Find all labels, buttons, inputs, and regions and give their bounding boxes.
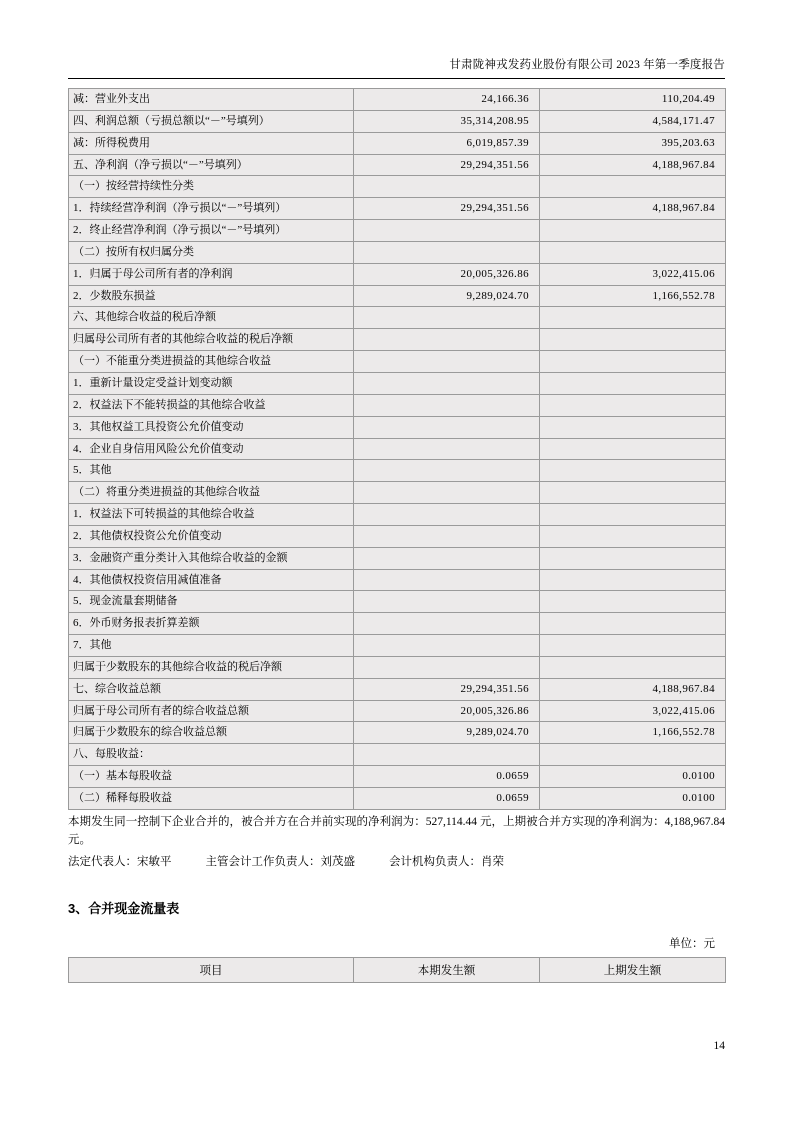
cashflow-statement-table <box>68 957 726 983</box>
row-current-amount <box>354 547 540 569</box>
row-label: 2．终止经营净利润（净亏损以“－”号填列） <box>69 220 354 242</box>
row-previous-amount <box>540 329 726 351</box>
table-row <box>69 591 726 613</box>
column-header-item: 项目 <box>69 957 354 982</box>
row-current-amount <box>354 591 540 613</box>
row-label: 七、综合收益总额 <box>69 678 354 700</box>
row-current-amount: 29,294,351.56 <box>354 154 540 176</box>
row-previous-amount: 395,203.63 <box>540 132 726 154</box>
row-label: （二）按所有权归属分类 <box>69 241 354 263</box>
row-label: 归属于母公司所有者的综合收益总额 <box>69 700 354 722</box>
row-previous-amount <box>540 591 726 613</box>
table-row <box>69 744 726 766</box>
row-current-amount <box>354 394 540 416</box>
row-current-amount <box>354 372 540 394</box>
row-current-amount <box>354 329 540 351</box>
table-row <box>69 176 726 198</box>
table-row <box>69 329 726 351</box>
row-current-amount: 29,294,351.56 <box>354 198 540 220</box>
row-current-amount: 6,019,857.39 <box>354 132 540 154</box>
row-label: 2．少数股东损益 <box>69 285 354 307</box>
row-previous-amount <box>540 241 726 263</box>
row-current-amount <box>354 307 540 329</box>
column-header-current: 本期发生额 <box>354 957 540 982</box>
row-current-amount <box>354 482 540 504</box>
table-row <box>69 613 726 635</box>
row-label: 四、利润总额（亏损总额以“－”号填列） <box>69 110 354 132</box>
table-row <box>69 525 726 547</box>
table-row <box>69 154 726 176</box>
column-header-previous: 上期发生额 <box>540 957 726 982</box>
row-current-amount <box>354 416 540 438</box>
row-label: 2．权益法下不能转损益的其他综合收益 <box>69 394 354 416</box>
row-previous-amount <box>540 504 726 526</box>
table-row <box>69 132 726 154</box>
row-label: 1．归属于母公司所有者的净利润 <box>69 263 354 285</box>
table-row <box>69 700 726 722</box>
page-number: 14 <box>713 1040 725 1052</box>
row-previous-amount: 1,166,552.78 <box>540 285 726 307</box>
row-previous-amount: 0.0100 <box>540 766 726 788</box>
table-row <box>69 460 726 482</box>
header-divider <box>68 78 725 79</box>
row-previous-amount <box>540 460 726 482</box>
row-label: 7．其他 <box>69 635 354 657</box>
row-current-amount <box>354 525 540 547</box>
table-row <box>69 198 726 220</box>
row-label: 归属于少数股东的其他综合收益的税后净额 <box>69 656 354 678</box>
row-current-amount: 35,314,208.95 <box>354 110 540 132</box>
table-row <box>69 635 726 657</box>
row-previous-amount <box>540 394 726 416</box>
row-label: 3．金融资产重分类计入其他综合收益的金额 <box>69 547 354 569</box>
accounting-org-label: 会计机构负责人： <box>389 856 481 869</box>
row-previous-amount: 3,022,415.06 <box>540 263 726 285</box>
row-previous-amount <box>540 176 726 198</box>
row-label: 2．其他债权投资公允价值变动 <box>69 525 354 547</box>
row-current-amount <box>354 176 540 198</box>
accounting-head-name: 刘茂盛 <box>320 856 355 869</box>
page-header: 甘肃陇神戎发药业股份有限公司 2023 年第一季度报告 <box>449 59 725 71</box>
row-current-amount: 20,005,326.86 <box>354 700 540 722</box>
row-label: 1．重新计量设定受益计划变动额 <box>69 372 354 394</box>
row-current-amount: 20,005,326.86 <box>354 263 540 285</box>
row-current-amount <box>354 460 540 482</box>
row-label: （一）不能重分类进损益的其他综合收益 <box>69 351 354 373</box>
accounting-head-label: 主管会计工作负责人： <box>205 856 321 869</box>
table-row <box>69 372 726 394</box>
row-previous-amount <box>540 569 726 591</box>
row-previous-amount <box>540 372 726 394</box>
row-previous-amount <box>540 547 726 569</box>
accounting-org-name: 肖荣 <box>481 856 504 869</box>
row-previous-amount <box>540 438 726 460</box>
row-previous-amount <box>540 482 726 504</box>
table-row <box>69 788 726 810</box>
row-label: （一）按经营持续性分类 <box>69 176 354 198</box>
row-previous-amount: 4,584,171.47 <box>540 110 726 132</box>
row-label: 6．外币财务报表折算差额 <box>69 613 354 635</box>
row-label: 1．持续经营净利润（净亏损以“－”号填列） <box>69 198 354 220</box>
legal-rep-label: 法定代表人： <box>68 856 137 869</box>
row-previous-amount <box>540 635 726 657</box>
row-previous-amount: 110,204.49 <box>540 89 726 111</box>
row-current-amount: 0.0659 <box>354 788 540 810</box>
row-current-amount: 9,289,024.70 <box>354 285 540 307</box>
table-row <box>69 722 726 744</box>
row-label: 5．其他 <box>69 460 354 482</box>
row-current-amount <box>354 744 540 766</box>
row-previous-amount: 3,022,415.06 <box>540 700 726 722</box>
income-statement-table <box>68 88 726 810</box>
row-current-amount <box>354 569 540 591</box>
page-content <box>68 88 725 983</box>
row-previous-amount: 0.0100 <box>540 788 726 810</box>
row-label: 3．其他权益工具投资公允价值变动 <box>69 416 354 438</box>
table-row <box>69 547 726 569</box>
unit-label: 单位：元 <box>669 937 715 950</box>
table-row <box>69 766 726 788</box>
row-current-amount <box>354 220 540 242</box>
table-row <box>69 263 726 285</box>
row-previous-amount: 4,188,967.84 <box>540 198 726 220</box>
row-current-amount <box>354 351 540 373</box>
row-label: 4．企业自身信用风险公允价值变动 <box>69 438 354 460</box>
row-current-amount <box>354 504 540 526</box>
row-label: 5．现金流量套期储备 <box>69 591 354 613</box>
section-title-cashflow: 3、合并现金流量表 <box>68 900 180 916</box>
row-current-amount <box>354 438 540 460</box>
row-previous-amount <box>540 525 726 547</box>
row-previous-amount <box>540 613 726 635</box>
table-row <box>69 307 726 329</box>
row-previous-amount <box>540 656 726 678</box>
row-previous-amount: 4,188,967.84 <box>540 678 726 700</box>
row-label: 六、其他综合收益的税后净额 <box>69 307 354 329</box>
row-previous-amount <box>540 744 726 766</box>
row-label: （二）稀释每股收益 <box>69 788 354 810</box>
row-label: （二）将重分类进损益的其他综合收益 <box>69 482 354 504</box>
row-previous-amount: 4,188,967.84 <box>540 154 726 176</box>
row-label: 五、净利润（净亏损以“－”号填列） <box>69 154 354 176</box>
row-current-amount: 0.0659 <box>354 766 540 788</box>
table-row <box>69 569 726 591</box>
signature-row <box>68 853 725 871</box>
table-row <box>69 241 726 263</box>
table-row <box>69 656 726 678</box>
table-row <box>69 351 726 373</box>
table-row <box>69 285 726 307</box>
row-label: 归属于少数股东的综合收益总额 <box>69 722 354 744</box>
row-previous-amount <box>540 220 726 242</box>
table-row <box>69 438 726 460</box>
row-label: 1．权益法下可转损益的其他综合收益 <box>69 504 354 526</box>
table-row <box>69 220 726 242</box>
row-label: 八、每股收益： <box>69 744 354 766</box>
row-label: （一）基本每股收益 <box>69 766 354 788</box>
table-row <box>69 678 726 700</box>
row-label: 减：所得税费用 <box>69 132 354 154</box>
row-label: 4．其他债权投资信用减值准备 <box>69 569 354 591</box>
row-current-amount <box>354 656 540 678</box>
row-current-amount: 24,166.36 <box>354 89 540 111</box>
row-label: 减：营业外支出 <box>69 89 354 111</box>
row-label: 归属母公司所有者的其他综合收益的税后净额 <box>69 329 354 351</box>
row-current-amount <box>354 635 540 657</box>
row-current-amount: 29,294,351.56 <box>354 678 540 700</box>
row-current-amount <box>354 241 540 263</box>
row-current-amount: 9,289,024.70 <box>354 722 540 744</box>
table-header-row <box>69 957 726 982</box>
row-previous-amount <box>540 351 726 373</box>
table-row <box>69 482 726 504</box>
row-previous-amount: 1,166,552.78 <box>540 722 726 744</box>
table-row <box>69 89 726 111</box>
table-row <box>69 394 726 416</box>
table-row <box>69 416 726 438</box>
table-row <box>69 504 726 526</box>
row-previous-amount <box>540 416 726 438</box>
row-current-amount <box>354 613 540 635</box>
row-previous-amount <box>540 307 726 329</box>
merger-note: 本期发生同一控制下企业合并的，被合并方在合并前实现的净利润为：527,114.44 元，上期被合并方实现的净利润为：4,188,967.84 元。 <box>68 815 725 846</box>
legal-rep-name: 宋敏平 <box>137 856 172 869</box>
table-row <box>69 110 726 132</box>
